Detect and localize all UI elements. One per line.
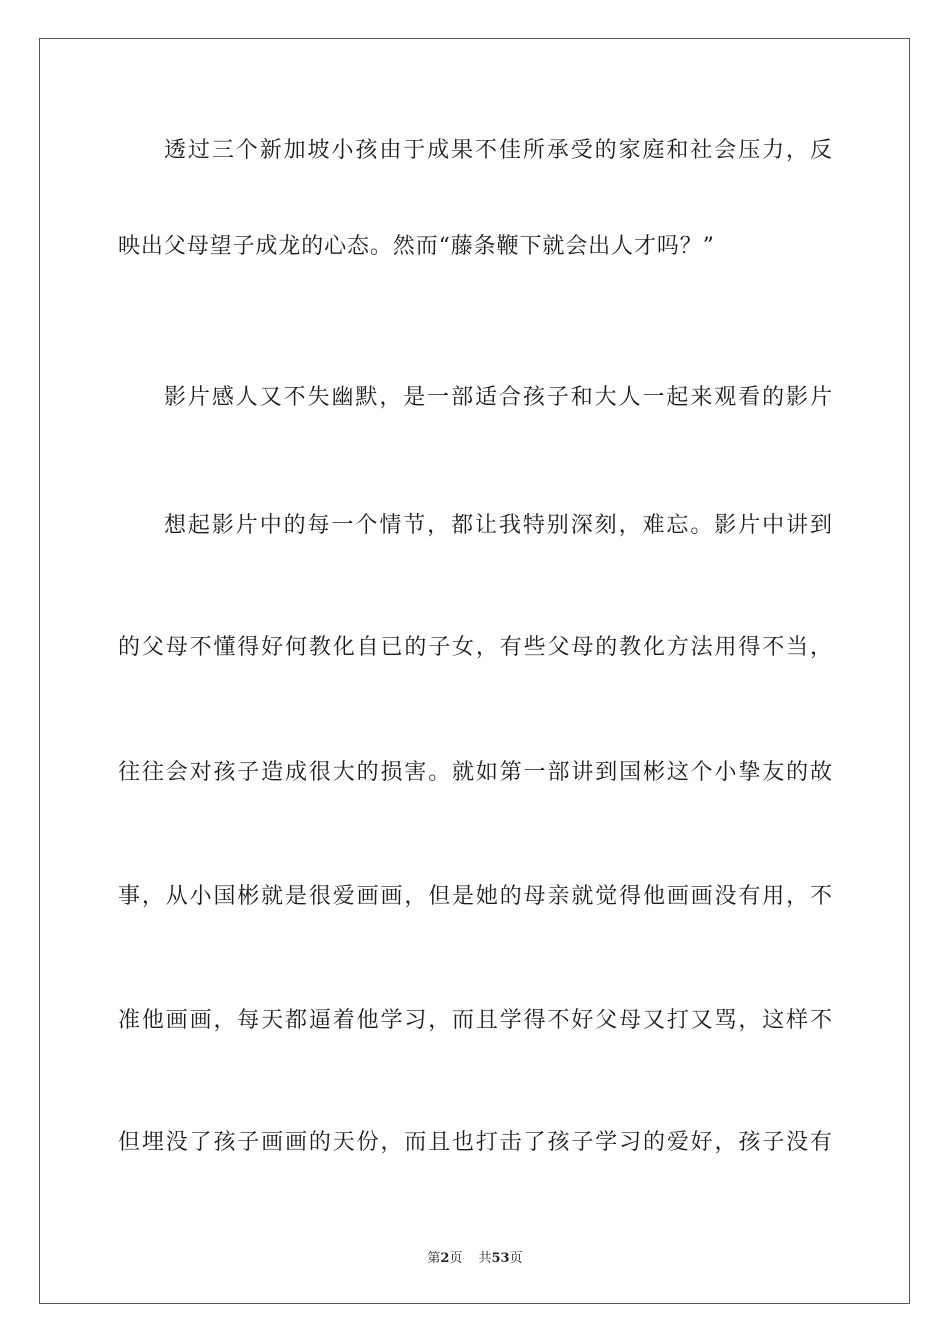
page-border	[39, 38, 910, 1304]
paragraph-1-line-1: 透过三个新加坡小孩由于成果不佳所承受的家庭和社会压力，反	[164, 138, 832, 163]
paragraph-3-line-6: 但埋没了孩子画画的天份，而且也打击了孩子学习的爱好，孩子没有	[118, 1130, 832, 1155]
paragraph-3-line-2: 的父母不懂得好何教化自已的子女，有些父母的教化方法用得不当，	[118, 635, 832, 660]
paragraph-1-line-2: 映出父母望子成龙的心态。然而“藤条鞭下就会出人才吗？”	[118, 234, 715, 259]
page-prefix: 第	[427, 1251, 441, 1266]
total-prefix: 共	[478, 1251, 492, 1266]
page-footer	[0, 1247, 950, 1266]
page-suffix: 页	[449, 1251, 463, 1266]
paragraph-3-line-4: 事，从小国彬就是很爱画画，但是她的母亲就觉得他画画没有用，不	[118, 884, 832, 909]
total-pages: 53	[491, 1251, 510, 1266]
paragraph-3-line-3: 往往会对孩子造成很大的损害。就如第一部讲到国彬这个小挚友的故	[118, 760, 832, 785]
total-suffix: 页	[509, 1251, 523, 1266]
paragraph-3-line-1: 想起影片中的每一个情节，都让我特别深刻，难忘。影片中讲到	[164, 513, 832, 538]
paragraph-3-line-5: 准他画画，每天都逼着他学习，而且学得不好父母又打又骂，这样不	[118, 1008, 832, 1033]
paragraph-2-line-1: 影片感人又不失幽默，是一部适合孩子和大人一起来观看的影片	[164, 385, 832, 410]
page-number: 2	[440, 1251, 450, 1266]
